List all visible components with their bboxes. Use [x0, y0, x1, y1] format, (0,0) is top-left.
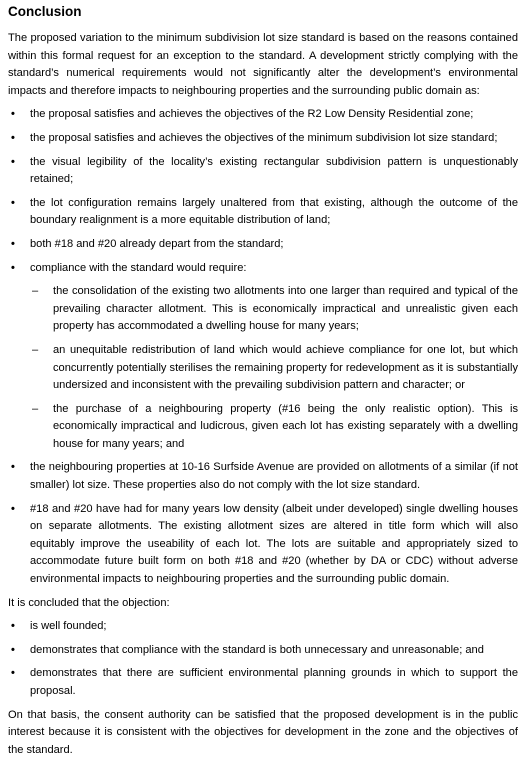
bullet-icon: •	[11, 155, 15, 168]
bullet-icon: •	[11, 502, 15, 515]
sub-list-item-text: the consolidation of the existing two allotments into one larger than required and typical of the prevailing character allotment. This is economically impractical and unrealistic given each property has accommodated a dwelling house for many years;	[53, 285, 518, 333]
list-item	[8, 665, 518, 700]
list-item-text: the visual legibility of the locality’s existing rectangular subdivision pattern is unquestionably retained;	[30, 155, 518, 186]
bullet-icon: •	[11, 131, 15, 144]
bullet-icon: •	[11, 643, 15, 656]
list-item	[8, 260, 518, 454]
list-item	[8, 106, 518, 124]
list-item-text: demonstrates that there are sufficient environmental planning grounds in which to support the proposal.	[30, 667, 518, 697]
list-item-text: the proposal satisfies and achieves the objectives of the minimum subdivision lot size standard;	[30, 131, 498, 144]
bullet-icon: •	[11, 261, 15, 274]
list-item-text: #18 and #20 have had for many years low density (albeit under developed) single dwelling houses on separate allotments. The existing allotment sizes are altered in title form which will also equitably improve the useability of each lot. The lots are suitable and appropriately sized to accommodate future built form on both #18 and #20 (whether by DA or CDC) without adverse environmental impacts to neighbouring properties and the surrounding public domain.	[30, 502, 518, 586]
list-item	[8, 501, 518, 589]
list-item	[8, 236, 518, 254]
bullet-icon: •	[11, 461, 15, 474]
list-item-text: compliance with the standard would require:	[30, 261, 247, 274]
list-item	[8, 618, 518, 636]
sub-list-item	[30, 401, 518, 454]
dash-icon: –	[32, 343, 39, 356]
sub-list	[30, 283, 518, 453]
dash-icon: –	[32, 285, 39, 298]
sub-list-item	[30, 283, 518, 336]
sub-list-item-text: the purchase of a neighbouring property (#16 being the only realistic option). This is economically impractical and ludicrous, given each lot has existing separately with a dwelling house for many years; and	[53, 402, 518, 450]
list-item	[8, 459, 518, 494]
conclusion-lead: It is concluded that the objection:	[8, 596, 170, 609]
list-item-text: demonstrates that compliance with the standard is both unnecessary and unreasonable; and	[30, 643, 484, 656]
list-item	[8, 195, 518, 230]
list-item-text: both #18 and #20 already depart from the standard;	[30, 237, 284, 250]
bullet-icon: •	[11, 196, 15, 209]
intro-paragraph: The proposed variation to the minimum subdivision lot size standard is based on the reasons contained within this formal request for an exception to the standard. A development strictly complying with the standard’s numerical requirements would not significantly alter the development’s environmental impacts and therefore impacts to neighbouring properties and the surrounding public domain as:	[8, 32, 518, 97]
section-heading: Conclusion	[8, 4, 82, 19]
sub-list-item	[30, 342, 518, 395]
reasons-list	[8, 106, 518, 588]
bullet-icon: •	[11, 667, 15, 680]
conclusion-list	[8, 618, 518, 700]
list-item-text: the lot configuration remains largely unaltered from that existing, although the outcome of the boundary realignment is a more equitable distribution of land;	[30, 196, 518, 227]
bullet-icon: •	[11, 108, 15, 121]
list-item-text: the proposal satisfies and achieves the objectives of the R2 Low Density Residential zone;	[30, 108, 474, 121]
list-item	[8, 642, 518, 660]
list-item-text: the neighbouring properties at 10-16 Surfside Avenue are provided on allotments of a similar (if not smaller) lot size. These properties also do not comply with the lot size standard.	[30, 461, 518, 492]
list-item	[8, 130, 518, 148]
dash-icon: –	[32, 402, 39, 415]
bullet-icon: •	[11, 237, 15, 250]
closing-paragraph: On that basis, the consent authority can be satisfied that the proposed development is in the public interest because it is consistent with the objectives for development in the zone and the objectives of the standard.	[8, 708, 518, 756]
list-item	[8, 154, 518, 189]
bullet-icon: •	[11, 620, 15, 633]
list-item-text: is well founded;	[30, 620, 107, 633]
sub-list-item-text: an unequitable redistribution of land which would achieve compliance for one lot, but which concurrently potentially sterilises the remaining property for redevelopment as it is substantially undersized and inconsistent with the prevailing subdivision pattern and character; or	[53, 343, 518, 392]
